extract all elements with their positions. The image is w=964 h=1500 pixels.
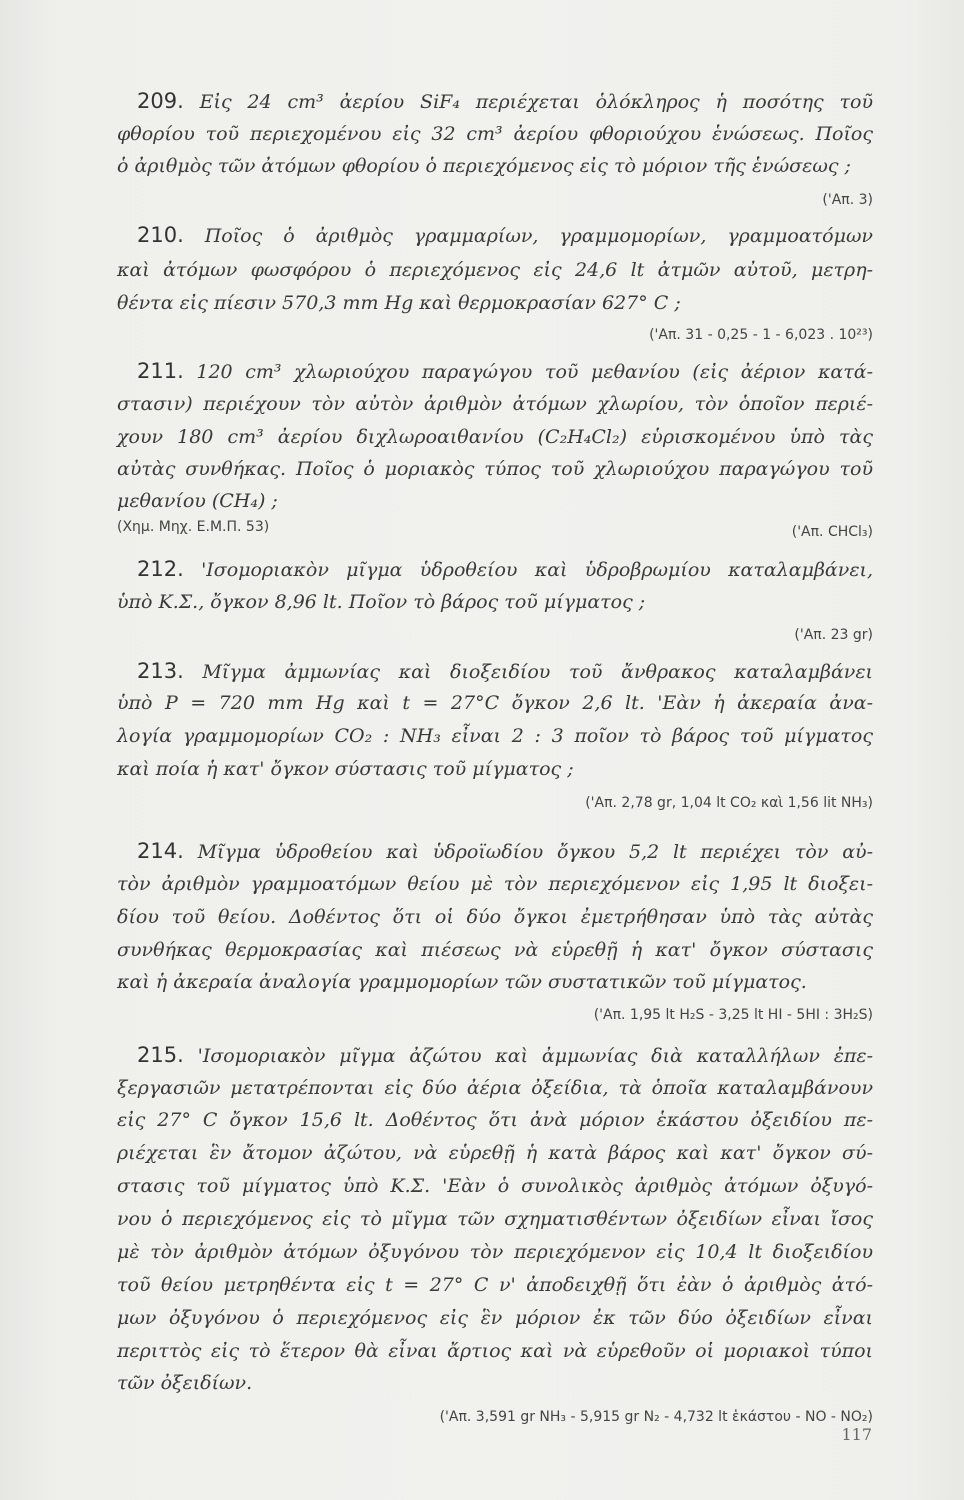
problem-211-line-4: αὐτὰς συνθήκας. Ποῖος ὁ μοριακὸς τύπος τοῦ χλωριούχου παραγώγου τοῦ	[117, 458, 873, 480]
problem-215-number: 215.	[137, 1043, 184, 1067]
problem-215-line-11: τῶν ὀξειδίων.	[117, 1372, 253, 1394]
problem-215-line-7: μὲ τὸν ἀριθμὸν ἀτόμων ὀξυγόνου τὸν περιεχόμενον εἰς 10,4 lt διοξειδίου	[117, 1241, 873, 1263]
problem-214-line-3: δίου τοῦ θείου. Δοθέντος ὅτι οἱ δύο ὄγκοι ἐμετρήθησαν ὑπὸ τὰς αὐτὰς	[117, 906, 873, 928]
problem-215-line-5: στασις τοῦ μίγματος ὑπὸ Κ.Σ. 'Εὰν ὁ συνολικὸς ἀριθμὸς ἀτόμων ὀξυγό-	[117, 1175, 873, 1197]
page-number: 117	[841, 1425, 872, 1444]
problem-212-line-2: ὑπὸ Κ.Σ., ὄγκον 8,96 lt. Ποῖον τὸ βάρος τοῦ μίγματος ;	[117, 591, 646, 613]
problem-210-answer: ('Απ. 31 - 0,25 - 1 - 6,023 . 10²³)	[649, 327, 873, 343]
problem-210-line-3: θέντα εἰς πίεσιν 570,3 mm Hg καὶ θερμοκρασίαν 627° C ;	[117, 292, 681, 314]
problem-214-line-1: 214. Μῖγμα ὑδροθείου καὶ ὑδροϊωδίου ὄγκου 5,2 lt περιέχει τὸν αὐ-	[137, 839, 873, 863]
problem-211-number: 211.	[137, 359, 184, 383]
problem-209-line-2: φθορίου τοῦ περιεχομένου εἰς 32 cm³ ἀερίου φθοριούχου ἑνώσεως. Ποῖος	[117, 123, 873, 145]
problem-209-line-1: 209. Εἰς 24 cm³ ἀερίου SiF₄ περιέχεται ὁλόκληρος ἡ ποσότης τοῦ	[137, 89, 873, 113]
problem-214-number: 214.	[137, 839, 184, 863]
problem-211-reference: (Χημ. Μηχ. Ε.Μ.Π. 53)	[117, 519, 270, 535]
problem-215-line-4: ριέχεται ἓν ἄτομον ἀζώτου, νὰ εὑρεθῇ ἡ κατὰ βάρος καὶ κατ' ὄγκον σύ-	[117, 1142, 873, 1164]
problem-213-number: 213.	[137, 659, 184, 683]
problem-215-line-10: περιττὸς εἰς τὸ ἕτερον θὰ εἶναι ἄρτιος καὶ νὰ εὑρεθοῦν οἱ μοριακοὶ τύποι	[117, 1340, 873, 1362]
problem-211-line-5: μεθανίου (CH₄) ;	[117, 490, 278, 512]
problem-210-line-1: 210. Ποῖος ὁ ἀριθμὸς γραμμαρίων, γραμμομορίων, γραμμοατόμων	[137, 223, 873, 247]
problem-209-answer: ('Απ. 3)	[822, 192, 873, 208]
problem-211-answer: ('Απ. CHCl₃)	[791, 524, 873, 540]
problem-215-line-9: μων ὀξυγόνου ὁ περιεχόμενος εἰς ἓν μόριον ἐκ τῶν δύο ὀξειδίων εἶναι	[117, 1307, 873, 1329]
problem-211-line-2: στασιν) περιέχουν τὸν αὐτὸν ἀριθμὸν ἀτόμων χλωρίου, τὸν ὁποῖον περιέ-	[117, 393, 873, 415]
problem-211-line-3: χουν 180 cm³ ἀερίου διχλωροαιθανίου (C₂H₄Cl₂) εὑρισκομένου ὑπὸ τὰς	[117, 426, 873, 448]
problem-215-line-1: 215. 'Ισομοριακὸν μῖγμα ἀζώτου καὶ ἀμμωνίας διὰ καταλλήλων ἐπε-	[137, 1043, 873, 1067]
problem-215-line-2: ξεργασιῶν μετατρέπονται εἰς δύο ἀέρια ὀξείδια, τὰ ὁποῖα καταλαμβάνουν	[117, 1077, 873, 1099]
problem-215-answer: ('Απ. 3,591 gr NH₃ - 5,915 gr N₂ - 4,732 lt ἑκάστου - NO - NO₂)	[439, 1409, 873, 1425]
problem-213-line-4: καὶ ποία ἡ κατ' ὄγκον σύστασις τοῦ μίγματος ;	[117, 758, 574, 780]
problem-215-line-8: τοῦ θείου μετρηθέντα εἰς t = 27° C ν' ἀποδειχθῇ ὅτι ἐὰν ὁ ἀριθμὸς ἀτό-	[117, 1274, 873, 1296]
problem-214-answer: ('Απ. 1,95 lt H₂S - 3,25 lt HI - 5HI : 3H₂S)	[593, 1007, 873, 1023]
problem-212-line-1: 212. 'Ισομοριακὸν μῖγμα ὑδροθείου καὶ ὑδροβρωμίου καταλαμβάνει,	[137, 557, 873, 581]
problem-212-answer: ('Απ. 23 gr)	[794, 627, 873, 643]
problem-210-line-2: καὶ ἀτόμων φωσφόρου ὁ περιεχόμενος εἰς 24,6 lt ἀτμῶν αὐτοῦ, μετρη-	[117, 259, 873, 281]
problem-214-line-4: συνθήκας θερμοκρασίας καὶ πιέσεως νὰ εὑρεθῇ ἡ κατ' ὄγκον σύστασις	[117, 939, 873, 961]
problem-215-line-3: εἰς 27° C ὄγκον 15,6 lt. Δοθέντος ὅτι ἀνὰ μόριον ἑκάστου ὀξειδίου πε-	[117, 1109, 873, 1131]
problem-214-line-5: καὶ ἡ ἀκεραία ἀναλογία γραμμομορίων τῶν συστατικῶν τοῦ μίγματος.	[117, 971, 807, 993]
problem-212-number: 212.	[137, 557, 184, 581]
problem-209-line-3: ὁ ἀριθμὸς τῶν ἀτόμων φθορίου ὁ περιεχόμενος εἰς τὸ μόριον τῆς ἑνώσεως ;	[117, 155, 851, 177]
problem-213-line-1: 213. Μῖγμα ἀμμωνίας καὶ διοξειδίου τοῦ ἄνθρακος καταλαμβάνει	[137, 659, 873, 683]
problem-209-number: 209.	[137, 89, 184, 113]
problem-210-number: 210.	[137, 223, 184, 247]
problem-213-line-2: ὑπὸ P = 720 mm Hg καὶ t = 27°C ὄγκον 2,6 lt. 'Εὰν ἡ ἀκεραία ἀνα-	[117, 692, 873, 714]
problem-213-line-3: λογία γραμμομορίων CO₂ : NH₃ εἶναι 2 : 3 ποῖον τὸ βάρος τοῦ μίγματος	[117, 725, 873, 747]
problem-214-line-2: τὸν ἀριθμὸν γραμμοατόμων θείου μὲ τὸν περιεχόμενον εἰς 1,95 lt διοξει-	[117, 873, 873, 895]
problem-213-answer: ('Απ. 2,78 gr, 1,04 lt CO₂ καὶ 1,56 lit NH₃)	[585, 795, 873, 811]
problem-215-line-6: νου ὁ περιεχόμενος εἰς τὸ μῖγμα τῶν σχηματισθέντων ὀξειδίων εἶναι ἴσος	[117, 1208, 873, 1230]
problem-211-line-1: 211. 120 cm³ χλωριούχου παραγώγου τοῦ μεθανίου (εἰς ἀέριον κατά-	[137, 359, 873, 383]
